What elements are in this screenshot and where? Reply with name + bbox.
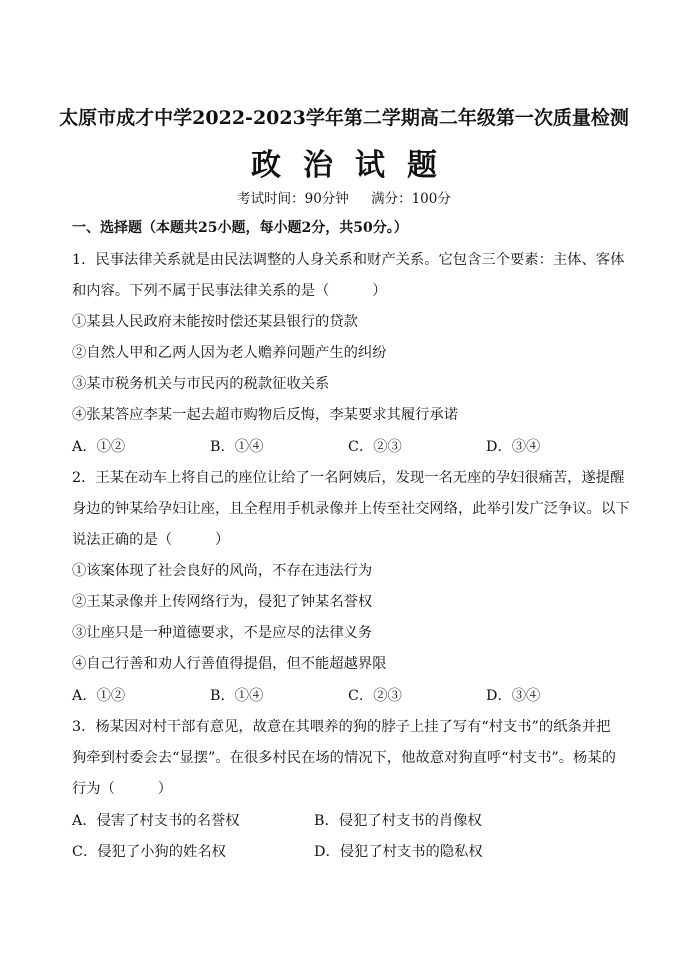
question-2-item-2: ②王某录像并上传网络行为，侵犯了钟某名誉权 [72, 594, 373, 610]
question-2-stem-line-1: 2．王某在动车上将自己的座位让给了一名阿姨后，发现一名无座的孕妇很痛苦，遂提醒 [72, 470, 625, 486]
question-2-stem-line-2: 身边的钟某给孕妇让座，且全程用手机录像并上传至社交网络，此举引发广泛争议。以下 [72, 501, 630, 517]
question-1-item-3: ③某市税务机关与市民丙的税款征收关系 [72, 376, 330, 392]
question-2-item-3: ③让座只是一种道德要求，不是应尽的法律义务 [72, 625, 373, 641]
question-3-option-c: C．侵犯了小狗的姓名权 [72, 844, 226, 860]
question-1-item-2: ②自然人甲和乙两人因为老人赡养问题产生的纠纷 [72, 345, 387, 361]
question-3-option-b: B．侵犯了村支书的肖像权 [314, 813, 482, 829]
section-heading: 一、选择题（本题共25小题，每小题2分，共50分。） [72, 220, 408, 236]
question-2-item-4: ④自己行善和劝人行善值得提倡，但不能超越界限 [72, 656, 387, 672]
question-2-option-d: D．③④ [486, 688, 541, 704]
question-3-stem-line-2: 狗牵到村委会去“显摆”。在很多村民在场的情况下，他故意对狗直呼“村支书”。杨某的 [72, 750, 616, 766]
question-2-item-1: ①该案体现了社会良好的风尚，不存在违法行为 [72, 563, 373, 579]
question-1-option-c: C．②③ [348, 439, 402, 455]
question-1-stem-line-2: 和内容。下列不属于民事法律关系的是（ ） [72, 283, 387, 299]
question-1-option-b: B．①④ [210, 439, 264, 455]
question-2-option-a: A．①② [72, 688, 126, 704]
question-1-stem-line-1: 1．民事法律关系就是由民法调整的人身关系和财产关系。它包含三个要素：主体、客体 [72, 252, 625, 268]
question-2-option-b: B．①④ [210, 688, 264, 704]
question-1-option-a: A．①② [72, 439, 126, 455]
exam-info [0, 187, 688, 207]
question-3-option-a: A．侵害了村支书的名誉权 [72, 813, 240, 829]
subject-title: 政治试题 [251, 148, 459, 183]
full-score: 满分：100分 [371, 191, 451, 207]
question-2-option-c: C．②③ [348, 688, 402, 704]
question-1-item-1: ①某县人民政府未能按时偿还某县银行的贷款 [72, 314, 358, 330]
question-3-option-d: D．侵犯了村支书的隐私权 [314, 844, 483, 860]
question-3-stem-line-1: 3．杨某因对村干部有意见，故意在其喂养的狗的脖子上挂了写有“村支书”的纸条并把 [72, 719, 611, 735]
question-2-stem-line-3: 说法正确的是（ ） [72, 532, 230, 548]
question-1-item-4: ④张某答应李某一起去超市购物后反悔，李某要求其履行承诺 [72, 407, 459, 423]
question-1-option-d: D．③④ [486, 439, 541, 455]
question-3-stem-line-3: 行为（ ） [72, 781, 173, 797]
exam-time: 考试时间：90分钟 [237, 191, 349, 207]
exam-title: 太原市成才中学2022-2023学年第二学期高二年级第一次质量检测 [59, 107, 629, 129]
